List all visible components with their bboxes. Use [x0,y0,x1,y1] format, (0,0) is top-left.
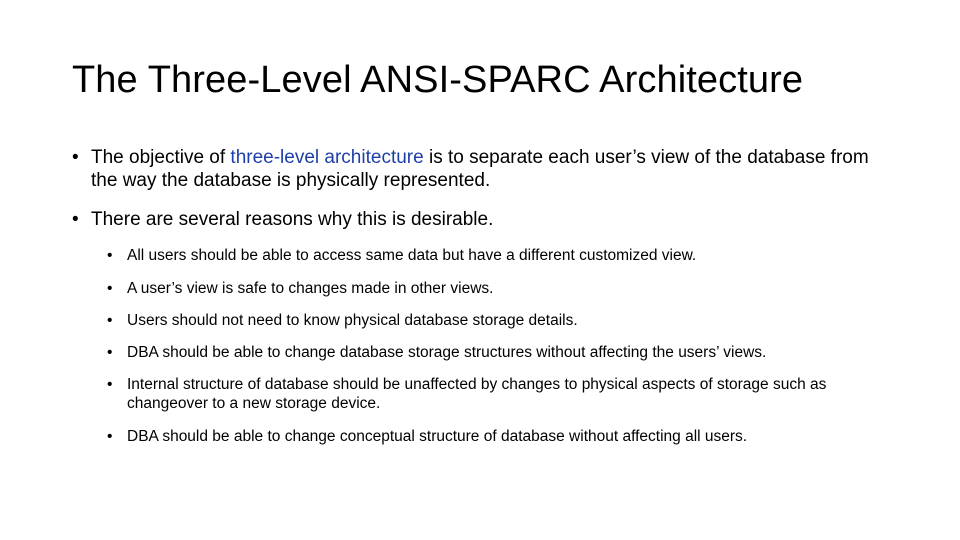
bullet-text: There are several reasons why this is desirable. [91,209,494,230]
bullet-dot: • [107,428,113,445]
sub-bullet-text: All users should be able to access same data but have a different customized view. [127,247,697,264]
bullet-dot: • [107,376,113,393]
bullet-dot: • [107,312,113,329]
bullet-dot: • [72,209,79,230]
bullet-text [91,146,892,192]
sub-bullet-customized-view [107,246,907,265]
sub-bullet-internal-structure [107,375,907,413]
sub-bullet-storage-structures [107,343,907,362]
sub-bullet-text: Users should not need to know physical database storage details. [127,312,578,329]
bullet-dot: • [72,147,79,168]
bullet-reasons [72,208,892,231]
bullet-text-end: is to separate each user’s view of the database from the way the database is physically represented. [91,147,869,191]
sub-bullet-text: Internal structure of database should be unaffected by changes to physical aspects of storage such as changeover to a new storage device. [127,376,827,412]
bullet-dot: • [107,344,113,361]
sub-bullet-text: A user’s view is safe to changes made in other views. [127,280,494,297]
bullet-dot: • [107,280,113,297]
highlighted-term: three-level architecture [230,147,424,168]
sub-bullet-storage-details [107,311,907,330]
bullet-dot: • [107,247,113,264]
slide-title: The Three-Level ANSI-SPARC Architecture [72,59,804,101]
bullet-objective [72,146,892,192]
bullet-text-start: The objective of [91,147,231,168]
sub-bullet-view-safety [107,279,907,298]
sub-bullet-conceptual-structure [107,427,907,446]
sub-bullet-text: DBA should be able to change conceptual structure of database without affecting all users. [127,428,748,445]
sub-bullet-text: DBA should be able to change database storage structures without affecting the users’ views. [127,344,767,361]
